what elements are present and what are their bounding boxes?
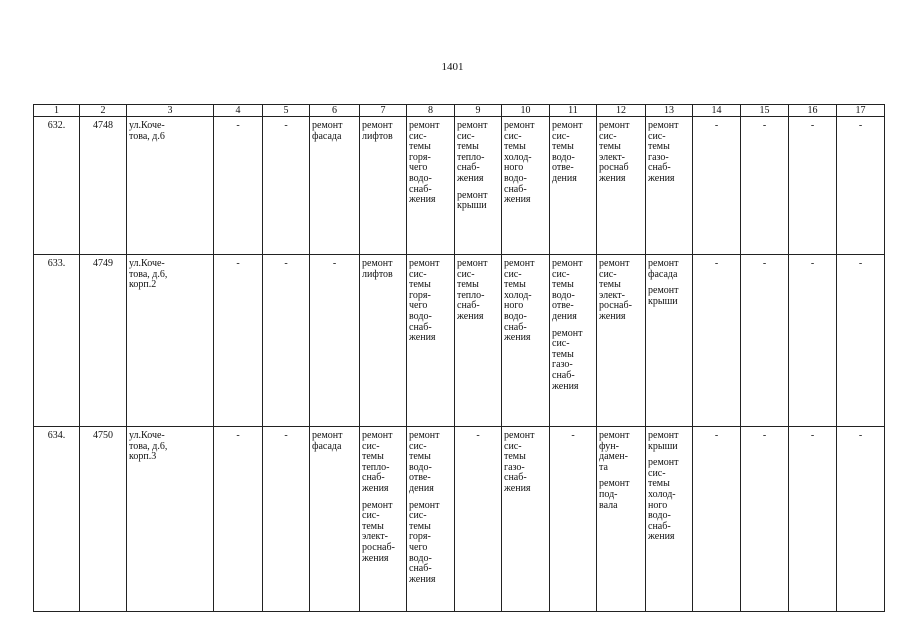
work-item: ремонт сис- темы тепло- снаб- жения	[457, 258, 488, 322]
work-cell	[597, 117, 646, 255]
header-cell: 4	[214, 105, 263, 117]
work-item: ремонт лифтов	[362, 120, 393, 142]
work-item: ремонт сис- темы водо- отве- дения	[552, 120, 583, 184]
work-item: ремонт крыши	[457, 189, 488, 212]
work-cell	[597, 255, 646, 427]
work-item: ремонт сис- темы холод- ного водо- снаб- жения	[504, 258, 535, 344]
header-row	[34, 105, 885, 117]
work-item: ремонт сис- темы тепло- снаб- жения	[362, 430, 393, 494]
cell-empty: -	[693, 255, 741, 427]
work-item: ремонт фасада	[312, 430, 343, 452]
address-cell	[127, 427, 214, 612]
cell-empty: -	[693, 427, 741, 612]
cell-empty: -	[837, 117, 885, 255]
address-cell	[127, 117, 214, 255]
work-item: ремонт сис- темы тепло- снаб- жения	[457, 120, 488, 184]
work-cell	[502, 427, 550, 612]
work-cell	[550, 255, 597, 427]
work-cell	[407, 427, 455, 612]
row-number: 634.	[34, 427, 80, 612]
work-cell	[310, 427, 360, 612]
work-cell	[360, 255, 407, 427]
header-cell: 7	[360, 105, 407, 117]
cell-empty: -	[214, 427, 263, 612]
header-cell: 3	[127, 105, 214, 117]
work-item: ремонт фун- дамен- та	[599, 430, 630, 473]
work-cell	[597, 427, 646, 612]
work-cell	[360, 117, 407, 255]
work-cell	[646, 255, 693, 427]
work-item: ремонт сис- темы горя- чего водо- снаб- жения	[409, 499, 440, 585]
building-code: 4748	[80, 117, 127, 255]
work-cell	[646, 427, 693, 612]
cell-empty: -	[310, 255, 360, 427]
cell-empty: -	[789, 255, 837, 427]
work-item: ремонт крыши	[648, 430, 679, 452]
header-cell: 6	[310, 105, 360, 117]
header-cell: 11	[550, 105, 597, 117]
work-item: ремонт крыши	[648, 285, 679, 307]
work-cell	[646, 117, 693, 255]
work-item: ремонт сис- темы холод- ного водо- снаб- жения	[504, 120, 535, 206]
cell-empty: -	[837, 427, 885, 612]
work-cell	[360, 427, 407, 612]
work-item: ремонт под- вала	[599, 478, 630, 511]
cell-empty: -	[789, 427, 837, 612]
header-cell: 16	[789, 105, 837, 117]
address-cell	[127, 255, 214, 427]
header-cell: 5	[263, 105, 310, 117]
header-cell: 2	[80, 105, 127, 117]
header-cell: 9	[455, 105, 502, 117]
building-code: 4750	[80, 427, 127, 612]
work-cell	[502, 255, 550, 427]
cell-empty: -	[455, 427, 502, 612]
cell-empty: -	[214, 255, 263, 427]
cell-empty: -	[741, 255, 789, 427]
work-item: ремонт сис- темы горя- чего водо- снаб- жения	[409, 258, 440, 344]
work-item: ремонт сис- темы элект- роснаб- жения	[362, 499, 395, 564]
header-cell: 15	[741, 105, 789, 117]
work-item: ремонт лифтов	[362, 258, 393, 280]
work-cell	[550, 117, 597, 255]
header-cell: 1	[34, 105, 80, 117]
address: ул.Коче- това, д.6, корп.2	[129, 258, 168, 291]
cell-empty: -	[741, 117, 789, 255]
page-number: 1401	[441, 61, 464, 73]
work-item: ремонт сис- темы элект- роснаб жения	[599, 120, 630, 184]
cell-empty: -	[550, 427, 597, 612]
cell-empty: -	[741, 427, 789, 612]
row-number: 632.	[34, 117, 80, 255]
header-cell: 10	[502, 105, 550, 117]
table-row	[34, 427, 885, 612]
cell-empty: -	[214, 117, 263, 255]
header-cell: 13	[646, 105, 693, 117]
work-item: ремонт сис- темы газо- снаб- жения	[504, 430, 535, 494]
address: ул.Коче- това, д.6, корп.3	[129, 430, 168, 463]
work-cell	[407, 255, 455, 427]
work-item: ремонт сис- темы холод- ного водо- снаб- жения	[648, 457, 679, 543]
work-cell	[455, 117, 502, 255]
header-cell: 17	[837, 105, 885, 117]
cell-empty: -	[263, 427, 310, 612]
work-item: ремонт сис- темы горя- чего водо- снаб- жения	[409, 120, 440, 206]
work-item: ремонт сис- темы водо- отве- дения	[409, 430, 440, 494]
cell-empty: -	[789, 117, 837, 255]
cell-empty: -	[263, 117, 310, 255]
header-cell: 12	[597, 105, 646, 117]
address: ул.Коче- това, д.6	[129, 120, 165, 142]
building-code: 4749	[80, 255, 127, 427]
work-item: ремонт фасада	[648, 258, 679, 280]
work-cell	[407, 117, 455, 255]
repair-schedule-table	[33, 104, 885, 612]
header-cell: 8	[407, 105, 455, 117]
work-item: ремонт фасада	[312, 120, 343, 142]
row-number: 633.	[34, 255, 80, 427]
work-item: ремонт сис- темы газо- снаб- жения	[648, 120, 679, 184]
work-cell	[502, 117, 550, 255]
work-cell	[455, 255, 502, 427]
table-row	[34, 255, 885, 427]
work-cell	[310, 117, 360, 255]
work-item: ремонт сис- темы элект- роснаб- жения	[599, 258, 632, 322]
work-item: ремонт сис- темы газо- снаб- жения	[552, 327, 583, 392]
cell-empty: -	[837, 255, 885, 427]
cell-empty: -	[263, 255, 310, 427]
header-cell: 14	[693, 105, 741, 117]
work-item: ремонт сис- темы водо- отве- дения	[552, 258, 583, 322]
table-row	[34, 117, 885, 255]
cell-empty: -	[693, 117, 741, 255]
